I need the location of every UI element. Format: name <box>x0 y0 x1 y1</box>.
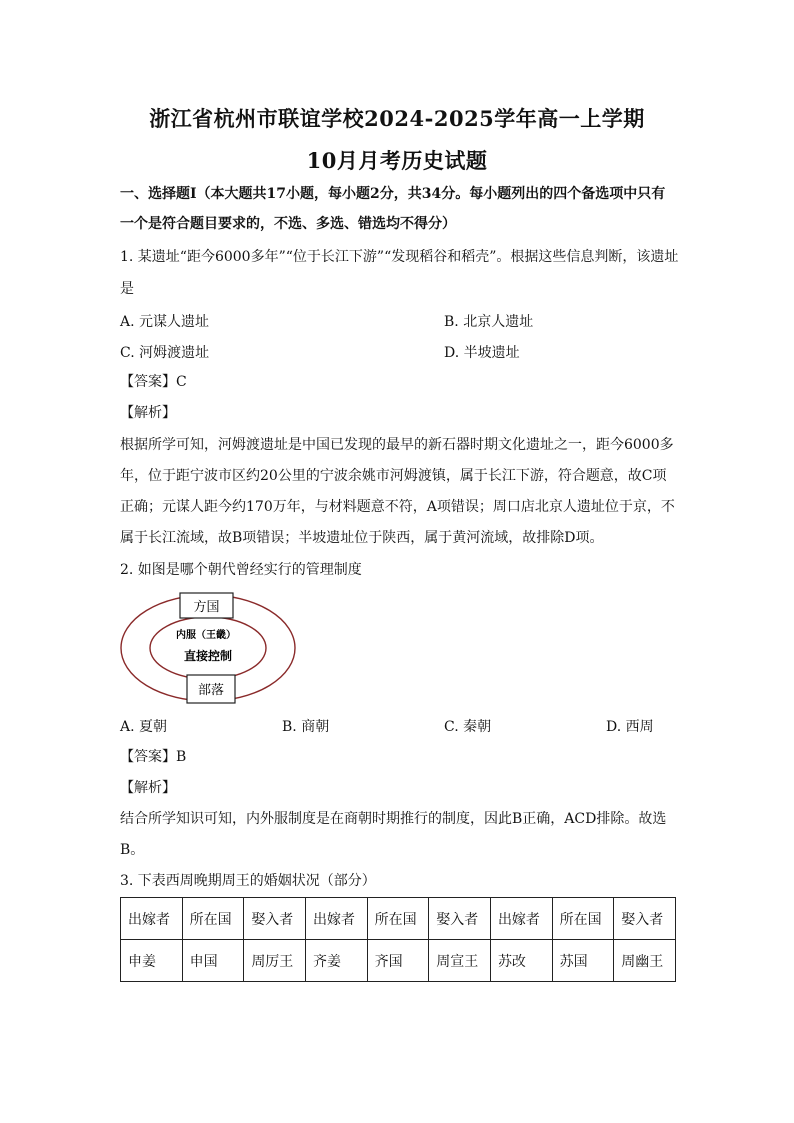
diagram-inner-ellipse <box>150 617 266 679</box>
diagram-direct-control-label: 直接控制 <box>183 649 233 663</box>
table-cell: 齐姜 <box>305 940 367 982</box>
q1-option-c: C. 河姆渡遗址 <box>120 345 210 361</box>
q3-marriage-table <box>120 897 676 982</box>
table-cell: 申姜 <box>121 940 183 982</box>
q2-analysis-label: 【解析】 <box>120 780 176 796</box>
table-header-row <box>121 898 676 940</box>
q2-option-b: B. 商朝 <box>282 719 330 735</box>
q2-option-c: C. 秦朝 <box>444 719 492 735</box>
q1-option-b: B. 北京人遗址 <box>444 314 534 330</box>
table-header-cell: 娶入者 <box>614 898 676 940</box>
q2-stem: 2. 如图是哪个朝代曾经实行的管理制度 <box>120 562 362 578</box>
q1-analysis-line1: 根据所学可知，河姆渡遗址是中国已发现的最早的新石器时期文化遗址之一，距今6000多 <box>120 437 674 453</box>
q2-analysis-line2: B。 <box>120 842 145 858</box>
diagram-neifu-label: 内服（王畿） <box>176 630 236 641</box>
q2-option-d: D. 西周 <box>606 719 654 735</box>
exam-title-line2: 10月月考历史试题 <box>306 148 488 173</box>
table-header-cell: 娶入者 <box>244 898 306 940</box>
section-instructions-line1: 一、选择题Ⅰ（本大题共17小题，每小题2分，共34分。每小题列出的四个备选项中只有 <box>120 186 666 202</box>
q1-option-a: A. 元谋人遗址 <box>120 314 210 330</box>
table-header-cell: 出嫁者 <box>490 898 552 940</box>
table-header-cell: 所在国 <box>552 898 614 940</box>
diagram-fangguo-label: 方国 <box>193 600 220 615</box>
table-cell: 苏改 <box>490 940 552 982</box>
table-header-cell: 出嫁者 <box>121 898 183 940</box>
q1-stem-line2: 是 <box>120 281 134 297</box>
table-header-cell: 娶入者 <box>429 898 491 940</box>
q1-stem-line1: 1. 某遗址“距今6000多年”“位于长江下游”“发现稻谷和稻壳”。根据这些信息判断，该遗址 <box>120 249 679 265</box>
table-cell: 周厉王 <box>244 940 306 982</box>
q1-analysis-line4: 属于长江流域，故B项错误；半坡遗址位于陕西，属于黄河流域，故排除D项。 <box>120 530 604 546</box>
q1-answer: 【答案】C <box>120 374 187 390</box>
table-header-cell: 出嫁者 <box>305 898 367 940</box>
q1-analysis-label: 【解析】 <box>120 405 176 421</box>
q2-inner-outer-service-diagram <box>118 588 300 706</box>
table-cell: 齐国 <box>367 940 429 982</box>
table-row <box>121 940 676 982</box>
q2-analysis-line1: 结合所学知识可知，内外服制度是在商朝时期推行的制度，因此B正确，ACD排除。故选 <box>120 811 667 827</box>
q1-analysis-line3: 正确；元谋人距今约170万年，与材料题意不符，A项错误；周口店北京人遗址位于京，不 <box>120 499 675 515</box>
diagram-buluo-label: 部落 <box>197 683 225 698</box>
q1-analysis-line2: 年，位于距宁波市区约20公里的宁波余姚市河姆渡镇，属于长江下游，符合题意，故C项 <box>120 468 667 484</box>
q3-stem: 3. 下表西周晚期周王的婚姻状况（部分） <box>120 873 376 889</box>
section-instructions-line2: 一个是符合题目要求的，不选、多选、错选均不得分） <box>120 216 456 232</box>
table-cell: 周幽王 <box>614 940 676 982</box>
q2-answer: 【答案】B <box>120 749 187 765</box>
table-header-cell: 所在国 <box>182 898 244 940</box>
q1-option-d: D. 半坡遗址 <box>444 345 520 361</box>
table-cell: 周宣王 <box>429 940 491 982</box>
table-cell: 苏国 <box>552 940 614 982</box>
q2-option-a: A. 夏朝 <box>120 719 168 735</box>
table-header-cell: 所在国 <box>367 898 429 940</box>
exam-title-line1: 浙江省杭州市联谊学校2024-2025学年高一上学期 <box>149 106 645 131</box>
table-cell: 申国 <box>182 940 244 982</box>
